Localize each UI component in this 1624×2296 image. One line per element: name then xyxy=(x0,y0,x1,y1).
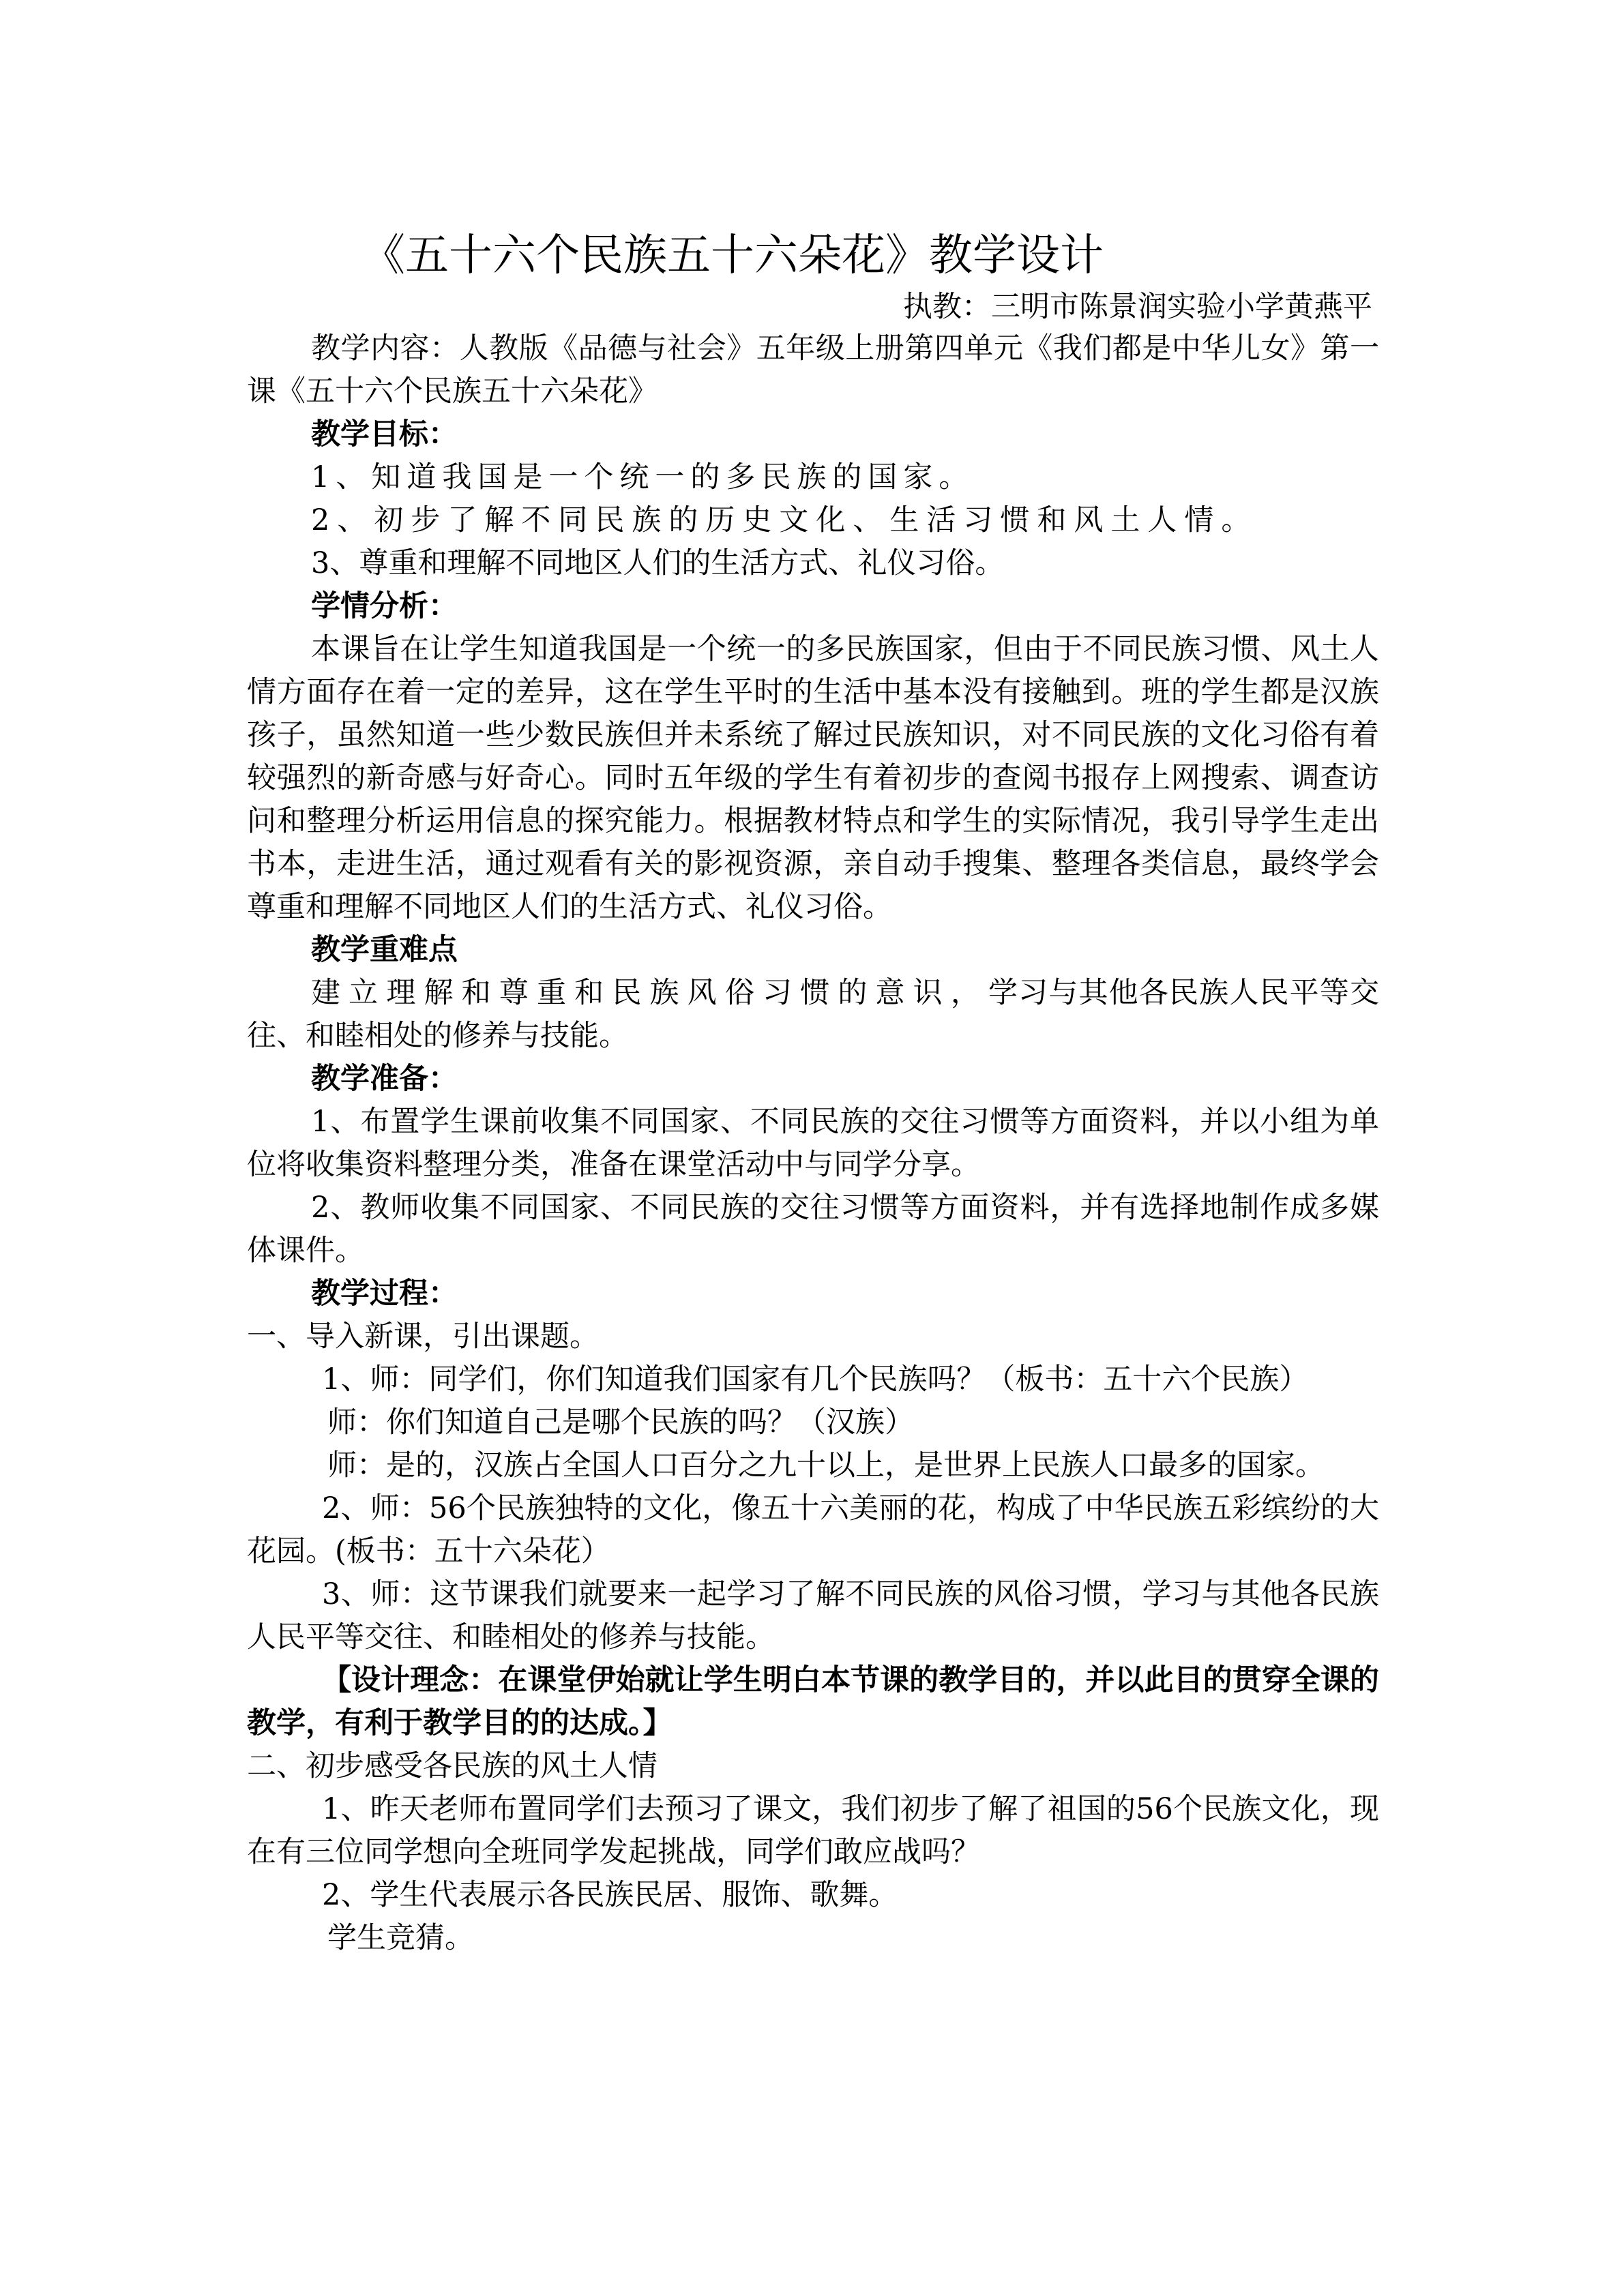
goal-item: 1、知道我国是一个统一的多民族的国家。 xyxy=(311,460,975,494)
key-points-text-part: 建立理解和尊重和民族风俗习惯的意识， xyxy=(311,976,988,1010)
preparation-heading: 教学准备： xyxy=(311,1062,458,1096)
process-paragraph: 学生竞猜。 xyxy=(327,1921,474,1955)
process-paragraph: 1、师：同学们，你们知道我们国家有几个民族吗？（板书：五十六个民族） xyxy=(322,1362,1309,1397)
process-heading: 教学过程： xyxy=(311,1277,458,1311)
section-heading: 一、导入新课，引出课题。 xyxy=(247,1320,599,1354)
goal-item: 3、尊重和理解不同地区人们的生活方式、礼仪习俗。 xyxy=(311,546,1005,580)
key-points-text xyxy=(247,972,1379,1058)
teaching-content: 教学内容：人教版《品德与社会》五年级上册第四单元《我们都是中华儿女》第一课《五十六个民族五十六朵花》 xyxy=(247,331,1379,408)
design-note: 【设计理念：在课堂伊始就让学生明白本节课的教学目的，并以此目的贯穿全课的教学，有利于教学目的的达成。】 xyxy=(247,1663,1379,1740)
preparation-item: 1、布置学生课前收集不同国家、不同民族的交往习惯等方面资料，并以小组为单位将收集资料整理分类，准备在课堂活动中与同学分享。 xyxy=(247,1105,1379,1182)
document-body xyxy=(247,225,1379,1960)
section-heading: 二、初步感受各民族的风土人情 xyxy=(247,1749,658,1783)
goals-heading: 教学目标： xyxy=(311,417,458,451)
analysis-heading: 学情分析： xyxy=(311,589,458,623)
process-paragraph: 师：你们知道自己是哪个民族的吗？（汉族） xyxy=(327,1405,914,1440)
process-paragraph: 1、昨天老师布置同学们去预习了课文，我们初步了解了祖国的56个民族文化，现在有三位同学想向全班同学发起挑战，同学们敢应战吗？ xyxy=(247,1792,1379,1869)
process-paragraph: 3、师：这节课我们就要来一起学习了解不同民族的风俗习惯，学习与其他各民族人民平等交往、和睦相处的修养与技能。 xyxy=(247,1577,1379,1654)
key-points-text-part: 学习与其他各民族人民平等交往、和睦相处的修养与技能。 xyxy=(247,976,1379,1053)
page-title: 《五十六个民族五十六朵花》教学设计 xyxy=(361,230,1104,281)
process-paragraph: 师：是的，汉族占全国人口百分之九十以上，是世界上民族人口最多的国家。 xyxy=(327,1448,1325,1482)
preparation-item: 2、教师收集不同国家、不同民族的交往习惯等方面资料，并有选择地制作成多媒体课件。 xyxy=(247,1191,1379,1268)
process-paragraph: 2、师：56个民族独特的文化，像五十六美丽的花，构成了中华民族五彩缤纷的大花园。(板书：五十六朵花） xyxy=(247,1491,1379,1568)
process-paragraph: 2、学生代表展示各民族民居、服饰、歌舞。 xyxy=(322,1878,898,1912)
author-line: 执教：三明市陈景润实验小学黄燕平 xyxy=(903,290,1372,324)
key-points-heading: 教学重难点 xyxy=(311,933,458,967)
analysis-text: 本课旨在让学生知道我国是一个统一的多民族国家，但由于不同民族习惯、风土人情方面存在着一定的差异，这在学生平时的生活中基本没有接触到。班的学生都是汉族孩子，虽然知道一些少数民族但并未系统了解过民族知识，对不同民族的文化习俗有着较强烈的新奇感与好奇心。同时五年级的学生有着初步的查阅书报存上网搜索、调查访问和整理分析运用信息的探究能力。根据教材特点和学生的实际情况，我引导学生走出书本，走进生活，通过观看有关的影视资源，亲自动手搜集、整理各类信息，最终学会尊重和理解不同地区人们的生活方式、礼仪习俗。 xyxy=(247,632,1379,924)
goal-item: 2、初步了解不同民族的历史文化、生活习惯和风土人情。 xyxy=(311,503,1258,537)
